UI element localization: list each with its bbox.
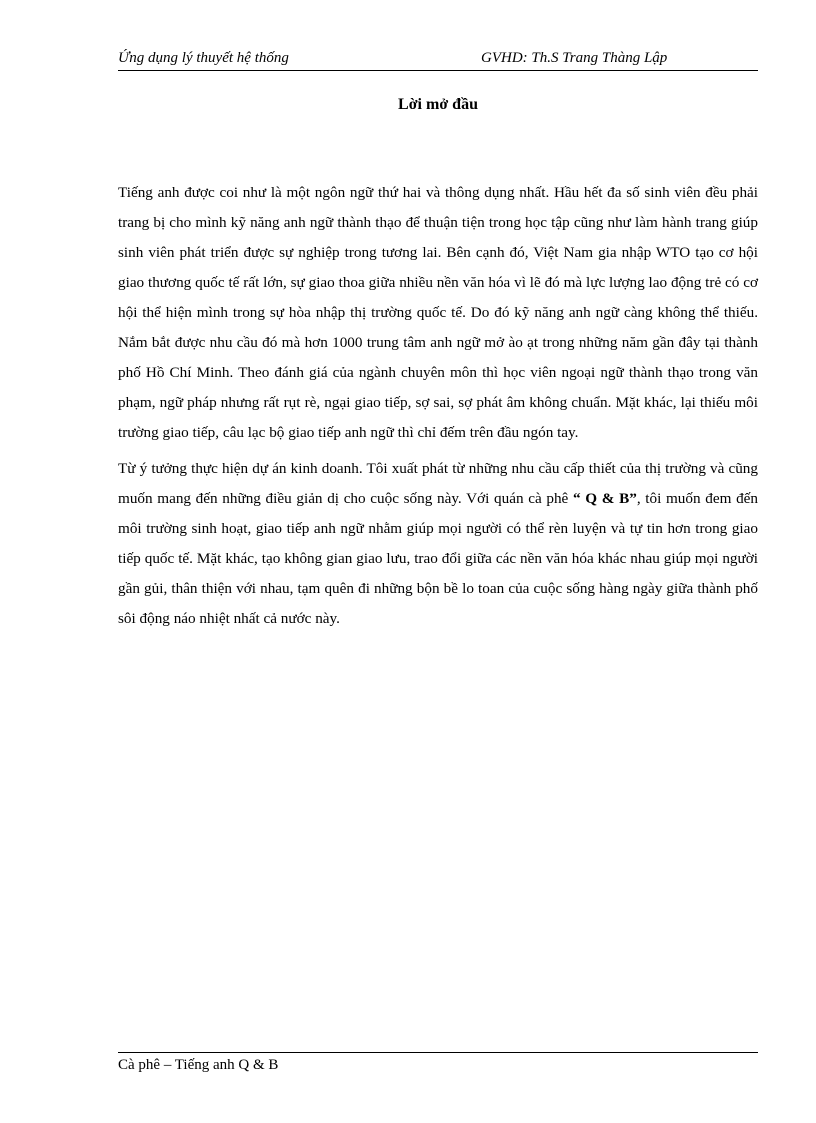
header-subject: Ứng dụng lý thuyết hệ thống [118, 50, 289, 66]
footer-text: Cà phê – Tiếng anh Q & B [118, 1057, 279, 1073]
cafe-name: “ Q & B” [573, 490, 637, 507]
paragraph-project-start: Từ ý tưởng thực hiện dự án kinh doanh. Tôi xuất phát từ những nhu cầu cấp thiết của thị trường và cũng muốn mang đến những điều giản dị cho cuộc sống này. Với quán cà phê [118, 460, 758, 507]
header-instructor: GVHD: Th.S Trang Thàng Lập [481, 50, 668, 66]
paragraph-intro: Tiếng anh được coi như là một ngôn ngữ thứ hai và thông dụng nhất. Hầu hết đa số sinh viên đều phải trang bị cho mình kỹ năng anh ngữ thành thạo để thuận tiện trong học tập cũng như làm hành trang giúp sinh viên phát triển được sự nghiệp trong tương lai. Bên cạnh đó, Việt Nam gia nhập WTO tạo cơ hội giao thương quốc tế rất lớn, sự giao thoa giữa nhiều nền văn hóa vì lẽ đó mà lực lượng lao động trẻ có cơ hội thể hiện mình trong sự hòa nhập thị trường quốc tế. Do đó kỹ năng anh ngữ càng không thể thiếu. Nắm bắt được nhu cầu đó mà hơn 1000 trung tâm anh ngữ mở ào ạt trong những năm gần đây tại thành phố Hồ Chí Minh. Theo đánh giá của ngành chuyên môn thì học viên ngoại ngữ thành thạo trong văn phạm, ngữ pháp nhưng rất rụt rè, ngại giao tiếp, sợ sai, sợ phát âm không chuẩn. Mặt khác, lại thiếu môi trường giao tiếp, câu lạc bộ giao tiếp anh ngữ thì chỉ đếm trên đầu ngón tay. [118, 184, 758, 441]
page-header [118, 48, 758, 71]
paragraph-project [118, 454, 758, 634]
page-footer [118, 1052, 758, 1074]
page-title: Lời mở đầu [398, 96, 478, 113]
body-text [118, 178, 758, 634]
paragraph-project-end: , tôi muốn đem đến môi trường sinh hoạt, giao tiếp anh ngữ nhằm giúp mọi người có thể rèn luyện và tự tin hơn trong giao tiếp quốc tế. Mặt khác, tạo không gian giao lưu, trao đổi giữa các nền văn hóa khác nhau giúp mọi người gần gủi, thân thiện với nhau, tạm quên đi những bộn bề lo toan của cuộc sống hàng ngày giữa thành phố sôi động náo nhiệt nhất cả nước này. [118, 490, 759, 627]
